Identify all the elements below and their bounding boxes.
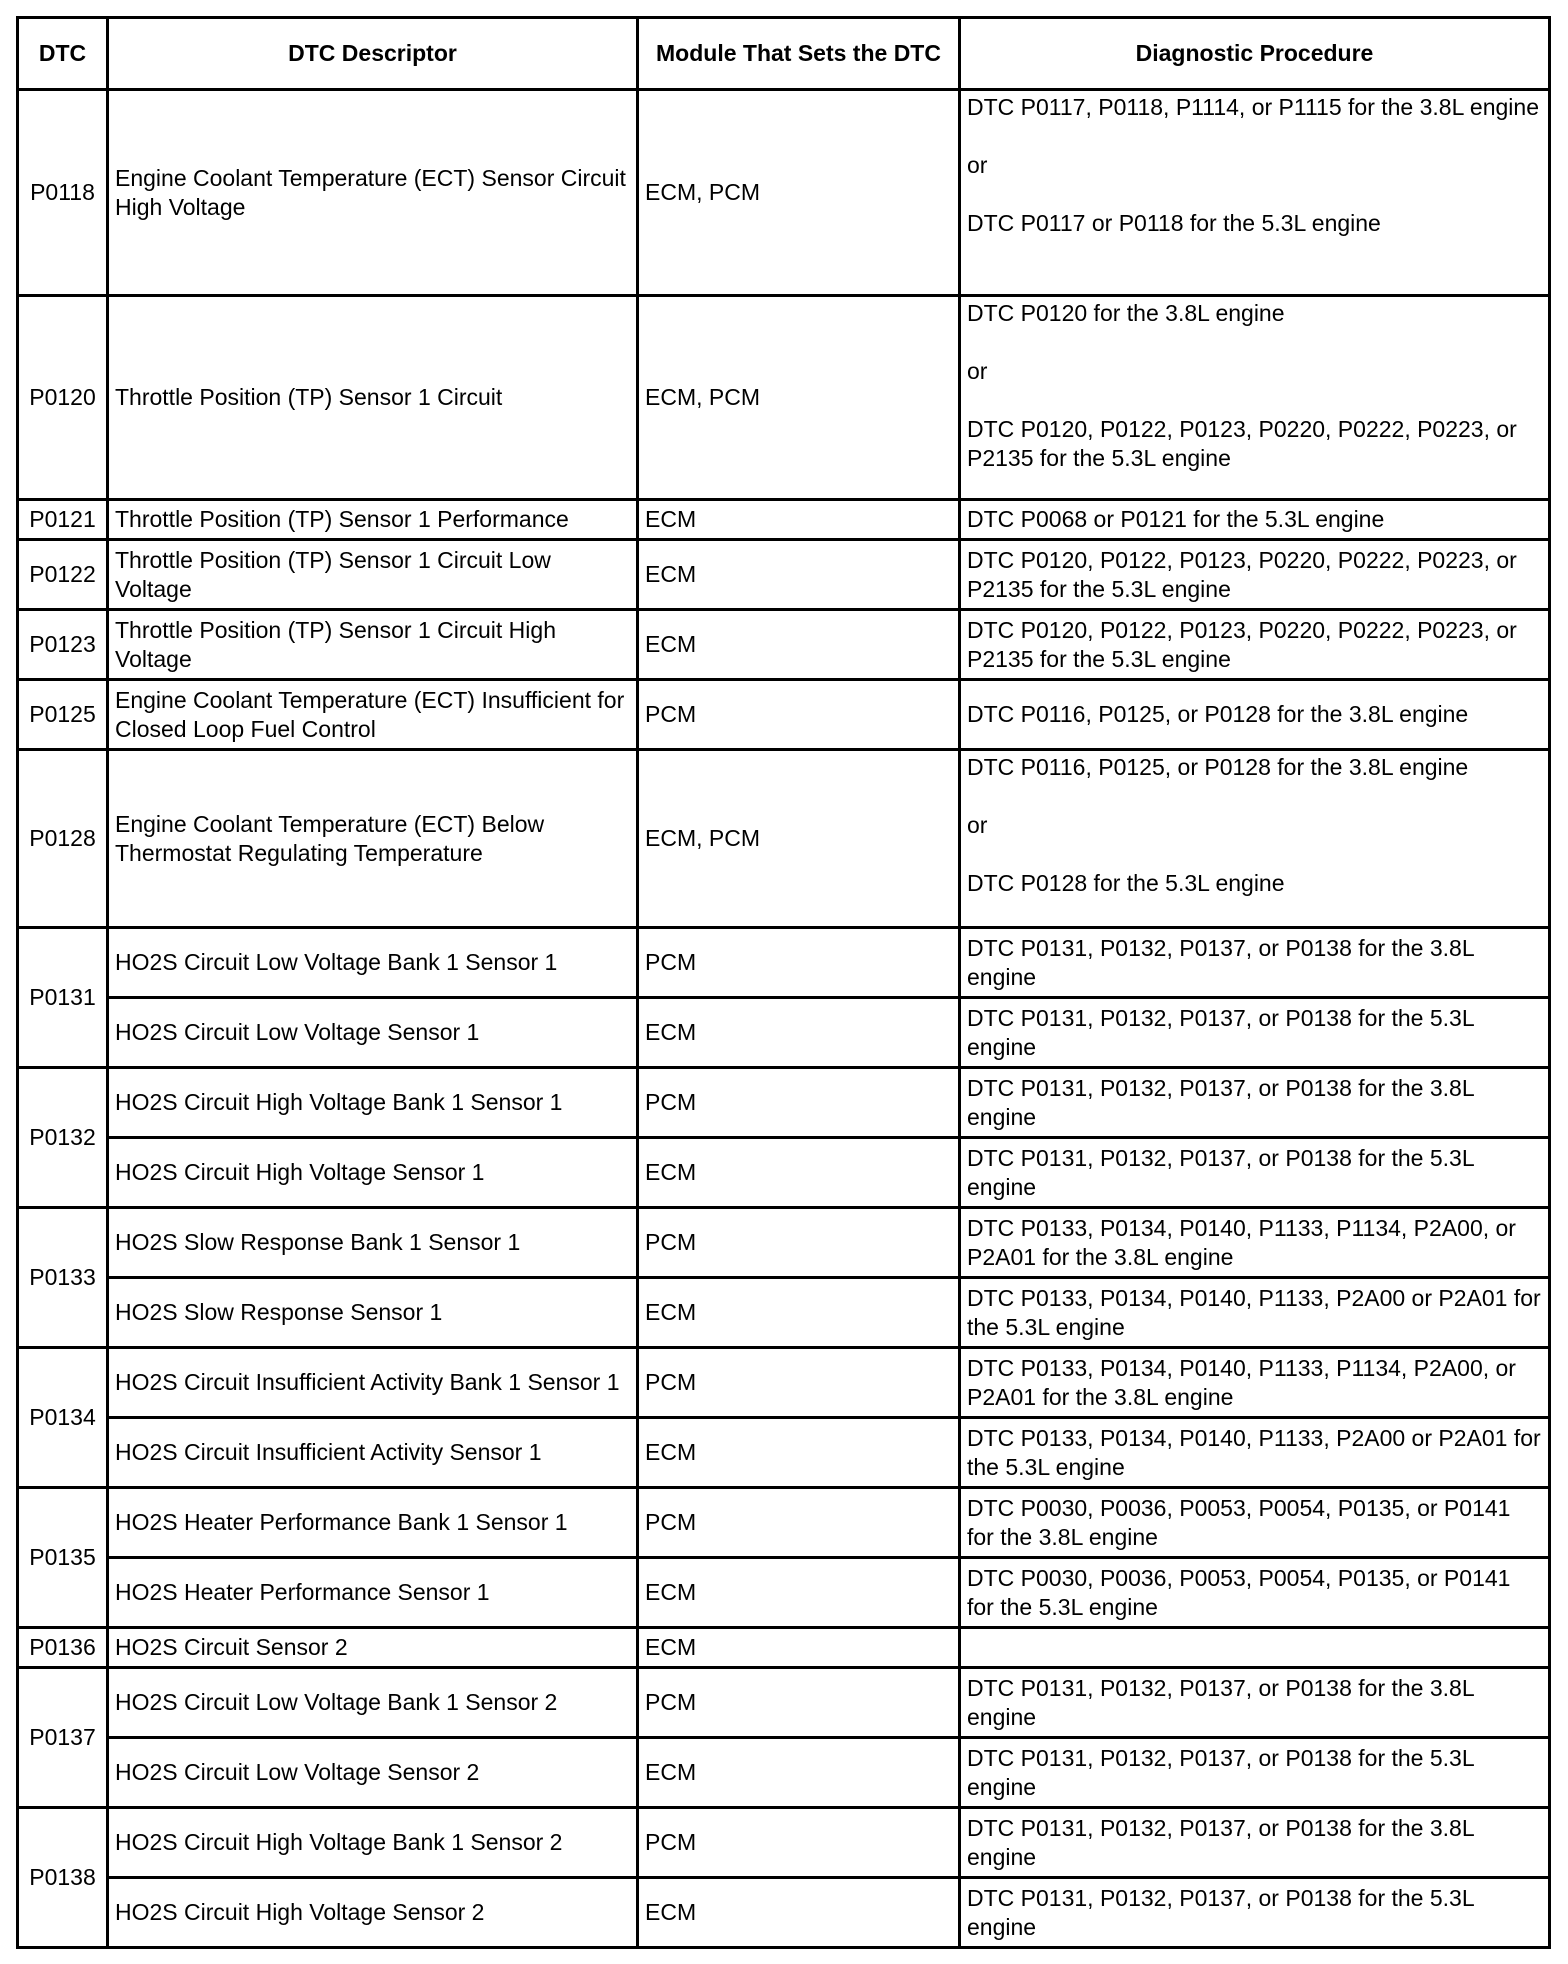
dtc-code-cell: P0123 bbox=[18, 610, 108, 680]
table-row bbox=[18, 1738, 1550, 1808]
procedure-line: DTC P0131, P0132, P0137, or P0138 for the 5.3L engine bbox=[967, 1144, 1474, 1200]
module-cell: ECM bbox=[638, 500, 960, 540]
dtc-code-cell: P0120 bbox=[18, 296, 108, 500]
table-row bbox=[18, 1878, 1550, 1948]
table-row bbox=[18, 1808, 1550, 1878]
procedure-cell bbox=[960, 1808, 1550, 1878]
procedure-cell bbox=[960, 1348, 1550, 1418]
procedure-line: DTC P0131, P0132, P0137, or P0138 for the 3.8L engine bbox=[967, 1814, 1474, 1870]
procedure-cell bbox=[960, 540, 1550, 610]
header-row bbox=[18, 18, 1550, 90]
module-cell: ECM bbox=[638, 1738, 960, 1808]
module-cell: ECM bbox=[638, 610, 960, 680]
module-cell: PCM bbox=[638, 928, 960, 998]
procedure-cell bbox=[960, 1628, 1550, 1668]
module-cell: ECM bbox=[638, 1278, 960, 1348]
procedure-line: DTC P0131, P0132, P0137, or P0138 for the 3.8L engine bbox=[967, 934, 1474, 990]
dtc-code-cell: P0118 bbox=[18, 90, 108, 296]
table-row bbox=[18, 1628, 1550, 1668]
procedure-cell bbox=[960, 90, 1550, 296]
header-dtc: DTC bbox=[18, 18, 108, 90]
header-module: Module That Sets the DTC bbox=[638, 18, 960, 90]
module-cell: PCM bbox=[638, 1668, 960, 1738]
procedure-line: DTC P0116, P0125, or P0128 for the 3.8L engine bbox=[967, 701, 1469, 727]
table-row bbox=[18, 750, 1550, 928]
procedure-line: DTC P0120, P0122, P0123, P0220, P0222, P0223, or P2135 for the 5.3L engine bbox=[967, 616, 1517, 672]
procedure-line: DTC P0117 or P0118 for the 5.3L engine bbox=[967, 210, 1381, 236]
table-row bbox=[18, 296, 1550, 500]
descriptor-cell: Engine Coolant Temperature (ECT) Below Thermostat Regulating Temperature bbox=[108, 750, 638, 928]
descriptor-cell: HO2S Circuit High Voltage Sensor 2 bbox=[108, 1878, 638, 1948]
procedure-cell bbox=[960, 750, 1550, 928]
procedure-or: or bbox=[967, 358, 988, 384]
procedure-cell bbox=[960, 1278, 1550, 1348]
header-procedure: Diagnostic Procedure bbox=[960, 18, 1550, 90]
procedure-line: DTC P0131, P0132, P0137, or P0138 for the 3.8L engine bbox=[967, 1674, 1474, 1730]
module-cell: ECM bbox=[638, 998, 960, 1068]
procedure-line: DTC P0120, P0122, P0123, P0220, P0222, P0223, or P2135 for the 5.3L engine bbox=[967, 416, 1517, 471]
procedure-line: DTC P0117, P0118, P1114, or P1115 for the 3.8L engine bbox=[967, 94, 1539, 120]
table-body bbox=[18, 90, 1550, 1948]
module-cell: ECM bbox=[638, 1138, 960, 1208]
descriptor-cell: HO2S Circuit High Voltage Sensor 1 bbox=[108, 1138, 638, 1208]
procedure-cell bbox=[960, 1208, 1550, 1278]
procedure-or: or bbox=[967, 812, 988, 838]
module-cell: ECM bbox=[638, 1558, 960, 1628]
dtc-code-cell: P0131 bbox=[18, 928, 108, 1068]
procedure-line: DTC P0030, P0036, P0053, P0054, P0135, or P0141 for the 5.3L engine bbox=[967, 1564, 1511, 1620]
table-header bbox=[18, 18, 1550, 90]
descriptor-cell: HO2S Circuit Low Voltage Bank 1 Sensor 2 bbox=[108, 1668, 638, 1738]
procedure-line: DTC P0131, P0132, P0137, or P0138 for the 3.8L engine bbox=[967, 1074, 1474, 1130]
procedure-line: DTC P0068 or P0121 for the 5.3L engine bbox=[967, 506, 1385, 532]
procedure-spacer bbox=[967, 386, 1542, 415]
module-cell: ECM, PCM bbox=[638, 750, 960, 928]
table-row bbox=[18, 1068, 1550, 1138]
descriptor-cell: HO2S Circuit Low Voltage Sensor 1 bbox=[108, 998, 638, 1068]
table-row bbox=[18, 1558, 1550, 1628]
dtc-table bbox=[16, 16, 1551, 1949]
table-row bbox=[18, 1138, 1550, 1208]
dtc-code-cell: P0134 bbox=[18, 1348, 108, 1488]
descriptor-cell: HO2S Heater Performance Sensor 1 bbox=[108, 1558, 638, 1628]
table-row bbox=[18, 500, 1550, 540]
procedure-cell bbox=[960, 1418, 1550, 1488]
descriptor-cell: HO2S Circuit Insufficient Activity Bank 1 Sensor 1 bbox=[108, 1348, 638, 1418]
procedure-cell bbox=[960, 680, 1550, 750]
module-cell: ECM, PCM bbox=[638, 296, 960, 500]
procedure-cell bbox=[960, 610, 1550, 680]
table-row bbox=[18, 1278, 1550, 1348]
table-row bbox=[18, 610, 1550, 680]
procedure-cell bbox=[960, 1558, 1550, 1628]
procedure-cell bbox=[960, 296, 1550, 500]
module-cell: PCM bbox=[638, 1208, 960, 1278]
table-row bbox=[18, 1488, 1550, 1558]
descriptor-cell: Engine Coolant Temperature (ECT) Sensor Circuit High Voltage bbox=[108, 90, 638, 296]
procedure-cell bbox=[960, 1138, 1550, 1208]
procedure-line: DTC P0131, P0132, P0137, or P0138 for the 5.3L engine bbox=[967, 1004, 1474, 1060]
procedure-cell bbox=[960, 1668, 1550, 1738]
header-descriptor: DTC Descriptor bbox=[108, 18, 638, 90]
descriptor-cell: HO2S Circuit High Voltage Bank 1 Sensor 2 bbox=[108, 1808, 638, 1878]
procedure-line: DTC P0133, P0134, P0140, P1133, P1134, P2A00, or P2A01 for the 3.8L engine bbox=[967, 1214, 1516, 1270]
procedure-line: DTC P0030, P0036, P0053, P0054, P0135, or P0141 for the 3.8L engine bbox=[967, 1494, 1511, 1550]
dtc-code-cell: P0132 bbox=[18, 1068, 108, 1208]
descriptor-cell: HO2S Circuit Low Voltage Sensor 2 bbox=[108, 1738, 638, 1808]
descriptor-cell: Engine Coolant Temperature (ECT) Insufficient for Closed Loop Fuel Control bbox=[108, 680, 638, 750]
procedure-line: DTC P0116, P0125, or P0128 for the 3.8L engine bbox=[967, 754, 1469, 780]
procedure-spacer bbox=[967, 782, 1542, 811]
procedure-spacer bbox=[967, 122, 1542, 151]
table-row bbox=[18, 90, 1550, 296]
table-row bbox=[18, 1418, 1550, 1488]
procedure-cell bbox=[960, 1878, 1550, 1948]
module-cell: PCM bbox=[638, 1808, 960, 1878]
dtc-code-cell: P0125 bbox=[18, 680, 108, 750]
dtc-code-cell: P0136 bbox=[18, 1628, 108, 1668]
module-cell: PCM bbox=[638, 1068, 960, 1138]
dtc-code-cell: P0138 bbox=[18, 1808, 108, 1948]
dtc-code-cell: P0133 bbox=[18, 1208, 108, 1348]
descriptor-cell: HO2S Circuit High Voltage Bank 1 Sensor 1 bbox=[108, 1068, 638, 1138]
procedure-line: DTC P0120, P0122, P0123, P0220, P0222, P0223, or P2135 for the 5.3L engine bbox=[967, 546, 1517, 602]
descriptor-cell: Throttle Position (TP) Sensor 1 Circuit High Voltage bbox=[108, 610, 638, 680]
procedure-cell bbox=[960, 1488, 1550, 1558]
procedure-spacer bbox=[967, 328, 1542, 357]
procedure-cell bbox=[960, 1068, 1550, 1138]
descriptor-cell: HO2S Slow Response Bank 1 Sensor 1 bbox=[108, 1208, 638, 1278]
procedure-spacer bbox=[967, 840, 1542, 869]
table-row bbox=[18, 1208, 1550, 1278]
descriptor-cell: HO2S Circuit Sensor 2 bbox=[108, 1628, 638, 1668]
procedure-cell bbox=[960, 998, 1550, 1068]
dtc-code-cell: P0137 bbox=[18, 1668, 108, 1808]
procedure-or: or bbox=[967, 152, 988, 178]
procedure-cell bbox=[960, 1738, 1550, 1808]
module-cell: ECM bbox=[638, 1628, 960, 1668]
procedure-line: DTC P0131, P0132, P0137, or P0138 for the 5.3L engine bbox=[967, 1884, 1474, 1940]
module-cell: ECM bbox=[638, 1878, 960, 1948]
descriptor-cell: Throttle Position (TP) Sensor 1 Circuit bbox=[108, 296, 638, 500]
table-row bbox=[18, 1668, 1550, 1738]
descriptor-cell: Throttle Position (TP) Sensor 1 Circuit Low Voltage bbox=[108, 540, 638, 610]
procedure-line: DTC P0120 for the 3.8L engine bbox=[967, 300, 1285, 326]
procedure-spacer bbox=[967, 180, 1542, 209]
procedure-line: DTC P0133, P0134, P0140, P1133, P2A00 or P2A01 for the 5.3L engine bbox=[967, 1424, 1541, 1480]
table-row bbox=[18, 1348, 1550, 1418]
dtc-code-cell: P0128 bbox=[18, 750, 108, 928]
module-cell: PCM bbox=[638, 1348, 960, 1418]
descriptor-cell: HO2S Slow Response Sensor 1 bbox=[108, 1278, 638, 1348]
descriptor-cell: HO2S Heater Performance Bank 1 Sensor 1 bbox=[108, 1488, 638, 1558]
table-row bbox=[18, 998, 1550, 1068]
module-cell: ECM bbox=[638, 540, 960, 610]
procedure-line: DTC P0133, P0134, P0140, P1133, P1134, P2A00, or P2A01 for the 3.8L engine bbox=[967, 1354, 1516, 1410]
procedure-line: DTC P0133, P0134, P0140, P1133, P2A00 or P2A01 for the 5.3L engine bbox=[967, 1284, 1541, 1340]
table-row bbox=[18, 540, 1550, 610]
procedure-line: DTC P0131, P0132, P0137, or P0138 for the 5.3L engine bbox=[967, 1744, 1474, 1800]
module-cell: ECM, PCM bbox=[638, 90, 960, 296]
module-cell: PCM bbox=[638, 680, 960, 750]
dtc-code-cell: P0121 bbox=[18, 500, 108, 540]
module-cell: PCM bbox=[638, 1488, 960, 1558]
module-cell: ECM bbox=[638, 1418, 960, 1488]
procedure-cell bbox=[960, 928, 1550, 998]
descriptor-cell: HO2S Circuit Low Voltage Bank 1 Sensor 1 bbox=[108, 928, 638, 998]
table-row bbox=[18, 680, 1550, 750]
table-row bbox=[18, 928, 1550, 998]
procedure-line: DTC P0128 for the 5.3L engine bbox=[967, 870, 1285, 896]
descriptor-cell: HO2S Circuit Insufficient Activity Sensor 1 bbox=[108, 1418, 638, 1488]
descriptor-cell: Throttle Position (TP) Sensor 1 Performance bbox=[108, 500, 638, 540]
dtc-code-cell: P0122 bbox=[18, 540, 108, 610]
procedure-cell bbox=[960, 500, 1550, 540]
dtc-code-cell: P0135 bbox=[18, 1488, 108, 1628]
